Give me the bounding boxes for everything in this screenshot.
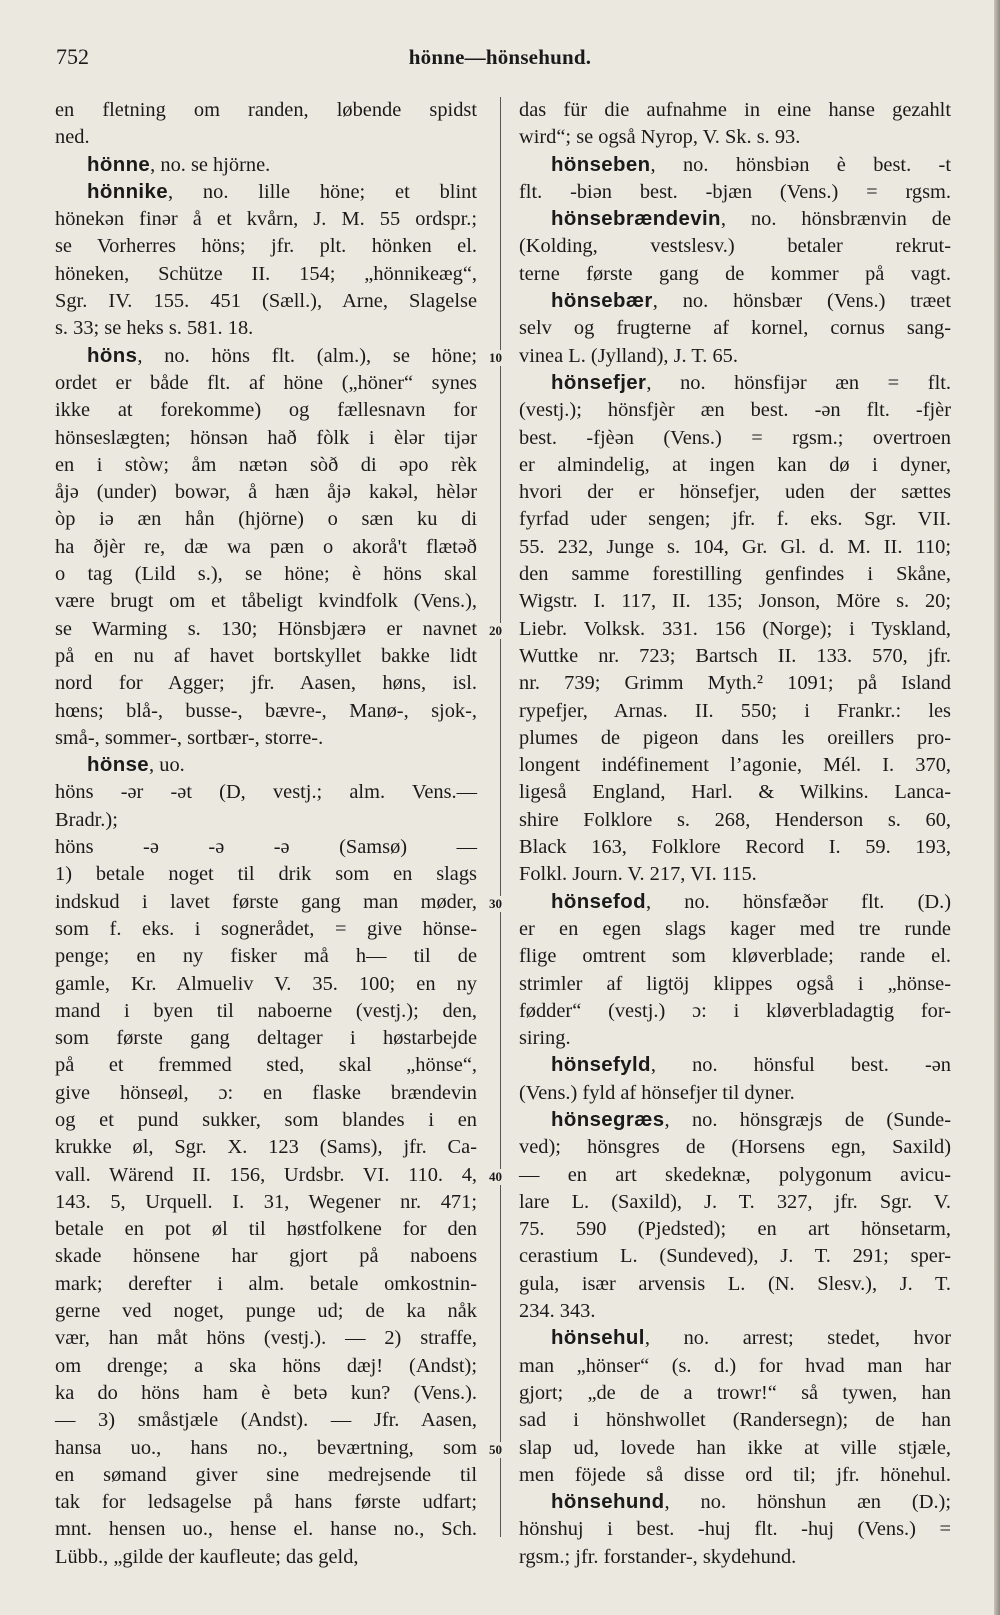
text-line: sad i hönshwollet (Randersegn); de han (519, 1409, 951, 1432)
text-line: se Warming s. 130; Hönsbjærə er navnet (55, 617, 477, 640)
text-line: rgsm.; jfr. forstander-, skydehund. (519, 1545, 797, 1568)
text-line: fyrfad uder sengen; jfr. f. eks. Sgr. VII. (519, 508, 951, 531)
text-line: vær, han måt höns (vestj.). — 2) straffe, (55, 1327, 477, 1350)
text-line: give hönseøl, ɔ: en flaske brændevin (55, 1081, 477, 1104)
text-line: Sgr. IV. 155. 451 (Sæll.), Arne, Slagelse (55, 290, 477, 313)
page-number: 752 (56, 44, 89, 69)
text-line: gula, især arvensis L. (N. Slesv.), J. T. (519, 1272, 951, 1295)
text-line: das für die aufnahme in eine hanse gezahlt (519, 99, 951, 121)
text-line: hönsebrændevin, no. hönsbrænvin de (551, 208, 951, 231)
text-line: ha ðjèr re, dæ wa pæn o akorå't flætəð (55, 535, 477, 558)
text-line: (Kolding, vestslesv.) betaler rekrut- (519, 235, 951, 258)
text-line: den samme forestilling genfindes i Skåne, (519, 563, 951, 586)
text-line: en fletning om randen, løbende spidst (55, 99, 477, 121)
text-line: gamle, Kr. Almueliv V. 35. 100; en ny (55, 972, 477, 995)
text-line: man „hönser“ (s. d.) for hvad man har (519, 1354, 951, 1377)
text-line: på et fremmed sted, skal „hönse“, (55, 1054, 477, 1077)
text-line: er almindelig, at ingen kan dø i dyner, (519, 453, 951, 476)
line-number: 20 (489, 622, 502, 638)
headword: hönsebrændevin (551, 208, 721, 231)
text-line: vall. Wärend II. 156, Urdsbr. VI. 110. 4, (55, 1163, 477, 1186)
text-line: på en nu af havet bortskyllet bakke lidt (55, 644, 477, 667)
text-line: hönseslægten; hönsən hað fòlk i èlər tijər (55, 426, 477, 449)
text-line: hönsegræs, no. hönsgræjs de (Sunde- (551, 1108, 951, 1131)
text-line: ka do höns ham è betə kun? (Vens.). (55, 1381, 477, 1404)
text-line: 143. 5, Urquell. I. 31, Wegener nr. 471; (55, 1190, 477, 1213)
text-line: terne første gang de kommer på vagt. (519, 262, 951, 285)
text-line: krukke øl, Sgr. X. 123 (Sams), jfr. Ca- (55, 1136, 477, 1159)
headword: hönne (87, 153, 151, 176)
text-line: höns -ər -ət (D, vestj.; alm. Vens.— (55, 781, 477, 804)
text-line: penge; en ny fisker må h— til de (55, 945, 477, 968)
text-line: skade hönsene har gjort på naboens (55, 1245, 477, 1268)
text-line: om drenge; a ska höns dæj! (Andst); (55, 1354, 477, 1377)
text-line: Lübb., „gilde der kaufleute; das geld, (55, 1545, 359, 1568)
line-number: 10 (489, 349, 502, 365)
text-line: 55. 232, Junge s. 104, Gr. Gl. d. M. II. 110; (519, 535, 951, 558)
text-line: (vestj.); hönsfjèr æn best. -ən flt. -fjèr (519, 399, 951, 422)
text-line: flige omtrent som kløverblade; rande el. (519, 945, 951, 968)
text-line: shire Folklore s. 268, Henderson s. 60, (519, 808, 951, 831)
text-line: hœns; blå-, busse-, bævre-, Manø-, sjok-, (55, 699, 477, 722)
text-line: hönekən finər å et kvårn, J. M. 55 ordspr.; (55, 208, 477, 231)
text-line: hönshuj i best. -huj flt. -huj (Vens.) = (519, 1518, 951, 1541)
headword: hönse (87, 754, 150, 777)
text-line: fødder“ (vestj.) ɔ: i kløverbladagtig for- (519, 999, 951, 1022)
text-line: hönsefod, no. hönsfæðər flt. (D.) (551, 890, 951, 913)
text-line: siring. (519, 1027, 571, 1050)
text-line: hönnike, no. lille höne; et blint (87, 180, 477, 203)
headword: hönsehund (551, 1491, 665, 1514)
text-line: ligeså England, Harl. & Wilkins. Lanca- (519, 781, 951, 804)
page-edge (994, 0, 1000, 1615)
text-line: flt. -biən best. -bjæn (Vens.) = rgsm. (519, 180, 951, 203)
headword: hönnike (87, 180, 168, 203)
line-number: 30 (489, 895, 502, 911)
text-line: nord for Agger; jfr. Aasen, høns, isl. (55, 672, 477, 695)
text-line: hvori der er hönsefjer, uden der sættes (519, 481, 951, 504)
text-line: ikke at forekomme) og fællesnavn for (55, 399, 477, 422)
text-line: som f. eks. i sognerådet, = give hönse- (55, 917, 477, 940)
text-line: 1) betale noget til drik som en slags (55, 863, 477, 886)
text-line: selv og frugterne af kornel, cornus sang- (519, 317, 951, 340)
headword: hönsefod (551, 890, 646, 913)
text-line: nr. 739; Grimm Myth.² 1091; på Island (519, 672, 951, 695)
headword: hönsebær (551, 290, 653, 313)
text-line: en i stòw; åm nætən sòð di əpo rèk (55, 453, 477, 476)
text-line: lare L. (Saxild), J. T. 327, jfr. Sgr. V. (519, 1190, 951, 1213)
text-line: — 3) småstjæle (Andst). — Jfr. Aasen, (55, 1409, 477, 1432)
text-line: òp iə æn hån (hjörne) o sæn ku di (55, 508, 477, 531)
text-line: hönsebær, no. hönsbær (Vens.) træet (551, 290, 951, 313)
left-column (55, 97, 477, 1571)
text-line: hönne, no. se hjörne. (87, 153, 271, 176)
text-line: (Vens.) fyld af hönsefjer til dyner. (519, 1081, 795, 1104)
text-line: plumes de pigeon dans les oreillers pro- (519, 726, 951, 749)
text-line: strimler af ligtöj klippes også i „hönse- (519, 972, 951, 995)
text-line: men föjede så disse ord til; jfr. hönehul. (519, 1463, 951, 1486)
text-line: tak for ledsagelse på hans første udfart; (55, 1491, 477, 1514)
text-line: ordet er både flt. af höne („höner“ synes (55, 371, 477, 394)
text-line: s. 33; se heks s. 581. 18. (55, 317, 254, 340)
headword: hönsefjer (551, 371, 647, 394)
text-line: Wigstr. I. 117, II. 135; Jonson, Möre s. 20; (519, 590, 951, 613)
text-line: Liebr. Volksk. 331. 156 (Norge); i Tyskland, (519, 617, 951, 640)
text-line: Black 163, Folklore Record I. 59. 193, (519, 836, 951, 859)
text-line: rypefjer, Arnas. II. 550; i Frankr.: les (519, 699, 951, 722)
text-line: være brugt om et tåbeligt kvindfolk (Vens.), (55, 590, 477, 613)
headword: hönsegræs (551, 1108, 665, 1131)
text-line: små-, sommer-, sortbær-, storre-. (55, 726, 324, 749)
line-number: 50 (489, 1441, 502, 1457)
text-line: höns -ə -ə -ə (Samsø) — (55, 836, 477, 859)
text-line: hönsefyld, no. hönsful best. -ən (551, 1054, 951, 1077)
right-column (519, 97, 951, 1571)
text-line: Folkl. Journ. V. 217, VI. 115. (519, 863, 757, 886)
text-line: Bradr.); (55, 808, 118, 831)
text-line: 234. 343. (519, 1300, 596, 1323)
text-line: Wuttke nr. 723; Bartsch II. 133. 570, jfr. (519, 644, 951, 667)
headword: hönseben (551, 153, 651, 176)
text-line: og et pund sukker, som blandes i en (55, 1108, 477, 1131)
text-line: longent indéfinement l’agonie, Mél. I. 370, (519, 754, 951, 777)
text-line: hönsehund, no. hönshun æn (D.); (551, 1491, 951, 1514)
headword: hönsefyld (551, 1054, 651, 1077)
text-line: hönsehul, no. arrest; stedet, hvor (551, 1327, 951, 1350)
text-line: hönse, uo. (87, 754, 185, 777)
text-line: vinea L. (Jylland), J. T. 65. (519, 344, 738, 367)
text-line: — en art skedeknæ, polygonum avicu- (519, 1163, 951, 1186)
text-line: hönseben, no. hönsbiən è best. -t (551, 153, 951, 176)
text-line: er en egen slags kager med tre runde (519, 917, 951, 940)
text-line: hansa uo., hans no., beværtning, som (55, 1436, 477, 1459)
column-divider (500, 97, 501, 1537)
text-line: o tag (Lild s.), se höne; è höns skal (55, 563, 477, 586)
text-line: höns, no. höns flt. (alm.), se höne; (87, 344, 477, 367)
text-line: gerne ved noget, punge ud; de ka nåk (55, 1300, 477, 1323)
text-line: best. -fjèən (Vens.) = rgsm.; overtroen (519, 426, 951, 449)
text-line: slap ud, lovede han ikke at ville stjæle, (519, 1436, 951, 1459)
text-line: se Vorherres höns; jfr. plt. hönken el. (55, 235, 477, 258)
text-line: åjə (under) bowər, å hæn åjə kakəl, hèlər (55, 481, 477, 504)
text-line: wird“; se også Nyrop, V. Sk. s. 93. (519, 126, 801, 149)
text-line: en sømand giver sine medrejsende til (55, 1463, 477, 1486)
headword: hönsehul (551, 1327, 645, 1350)
text-line: mnt. hensen uo., hense el. hanse no., Sch. (55, 1518, 477, 1541)
text-line: ved); hönsgres de (Horsens egn, Saxild) (519, 1136, 951, 1159)
text-line: 75. 590 (Pjedsted); en art hönsetarm, (519, 1218, 951, 1241)
text-line: ned. (55, 126, 90, 149)
text-line: betale en pot øl til høstfolkene for den (55, 1218, 477, 1241)
text-line: gjort; „de de a trowr!“ så tywen, han (519, 1381, 951, 1404)
text-line: som første gang deltager i høstarbejde (55, 1027, 477, 1050)
text-line: mand i byen til naboerne (vestj.); den, (55, 999, 477, 1022)
headword: höns (87, 344, 138, 367)
text-line: cerastium L. (Sundeved), J. T. 291; sper- (519, 1245, 951, 1268)
line-number: 40 (489, 1168, 502, 1184)
text-line: indskud i lavet første gang man møder, (55, 890, 477, 913)
text-line: hönsefjer, no. hönsfijər æn = flt. (551, 371, 951, 394)
running-head: hönne—hönsehund. (408, 45, 592, 69)
text-line: mark; derefter i alm. betale omkostnin- (55, 1272, 477, 1295)
text-line: höneken, Schütze II. 154; „hönnikeæg“, (55, 262, 477, 285)
